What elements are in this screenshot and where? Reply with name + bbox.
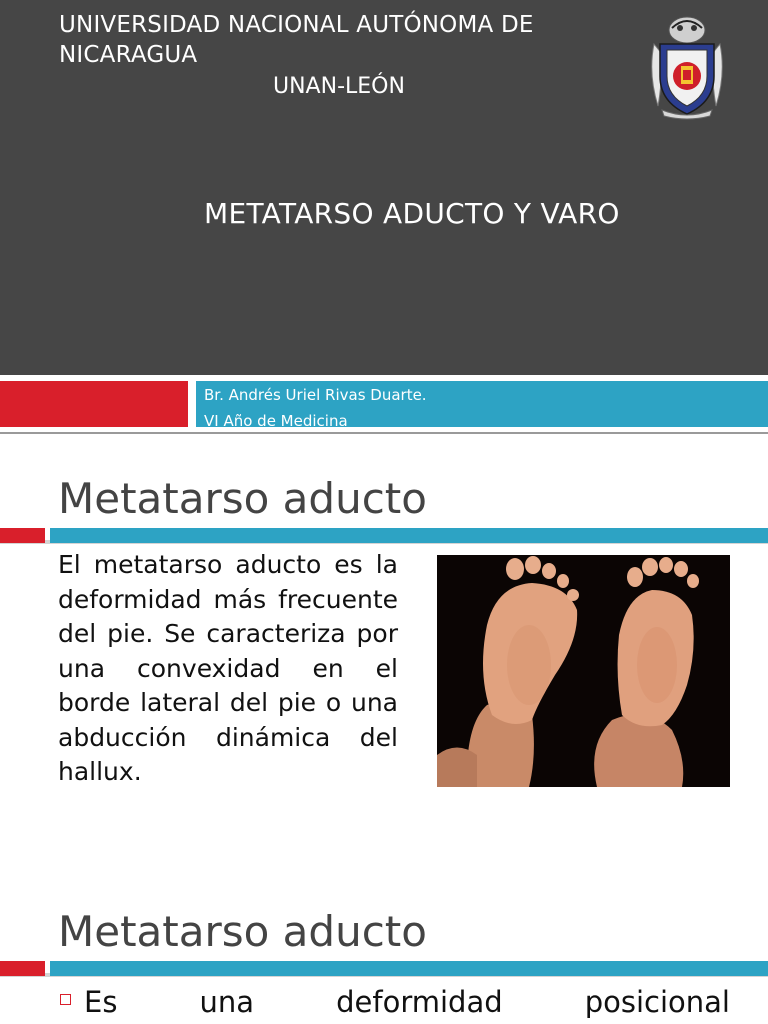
body-paragraph: El metatarso aducto es la deformidad más frecuente del pie. Se caracteriza por una convexidad en el borde lateral del pie o una abducción dinámica del hallux. — [58, 550, 398, 786]
author-name: Br. Andrés Uriel Rivas Duarte. — [204, 386, 427, 404]
campus-name: UNAN-LEÓN — [273, 74, 405, 99]
presentation-title: METATARSO ADUCTO Y VARO — [204, 197, 620, 230]
heading-bar-red — [0, 528, 45, 543]
bullet-word: posicional — [584, 985, 730, 1019]
slide-divider — [0, 432, 768, 434]
bullet-word: una — [199, 985, 255, 1019]
heading-bar-red — [0, 961, 45, 976]
title-slide — [0, 0, 768, 432]
slide-heading: Metatarso aducto — [58, 474, 427, 523]
slide-heading: Metatarso aducto — [58, 907, 427, 956]
academic-year: VI Año de Medicina — [204, 412, 348, 427]
author-band — [196, 381, 768, 427]
bullet-word: deformidad — [336, 985, 503, 1019]
heading-bar-blue — [50, 528, 768, 543]
infant-feet-photo — [437, 555, 730, 787]
university-seal-logo — [648, 14, 726, 120]
square-bullet-icon — [60, 994, 71, 1005]
bullet-text — [84, 984, 730, 1020]
heading-bar-blue — [50, 961, 768, 976]
bullet-word: Es — [84, 985, 118, 1019]
accent-band-red — [0, 381, 188, 427]
institution-name: UNIVERSIDAD NACIONAL AUTÓNOMA DE NICARAGUA — [59, 12, 534, 68]
bullet-item — [58, 984, 730, 1024]
